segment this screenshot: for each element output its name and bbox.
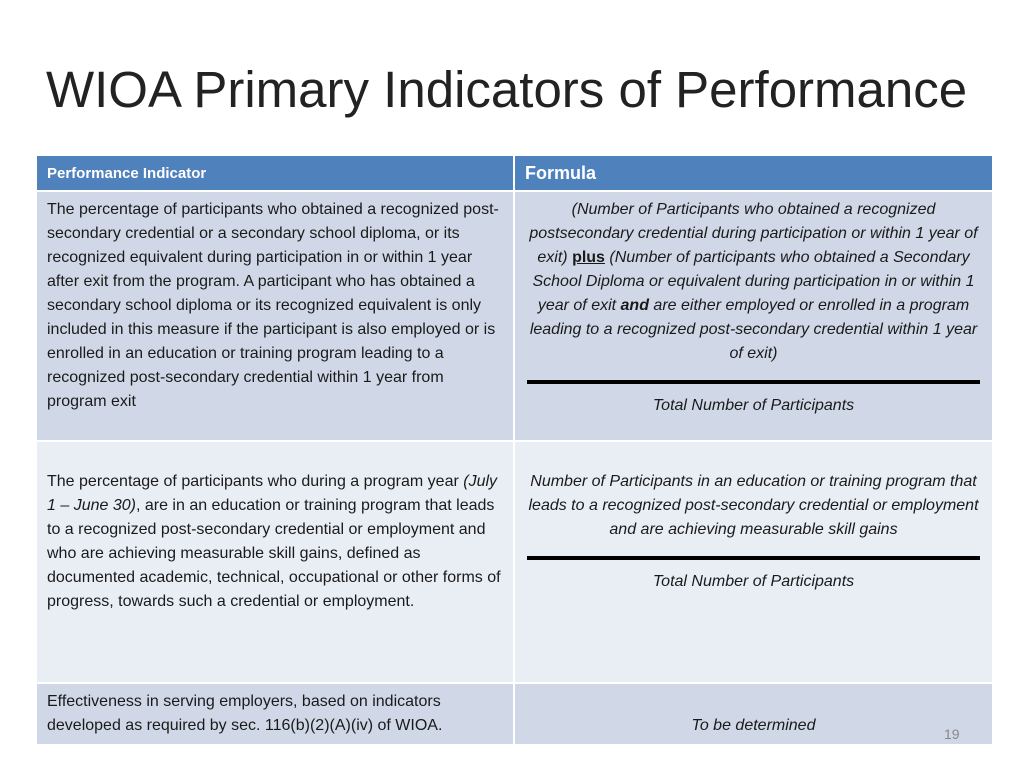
formula-and-keyword: and	[620, 297, 649, 314]
formula-numerator	[523, 198, 984, 366]
indicator-credential-rate: The percentage of participants who obtained a recognized post-secondary credential or a secondary school diploma, or its recognized equivalent during participation in or within 1 year after exit from the program. A participant who has obtained a secondary school diploma or its recognized equivalent is only included in this measure if the participant is also employed or is enrolled in an education or training program leading to a recognized post-secondary credential within 1 year from program exit	[37, 192, 513, 440]
header-formula: Formula	[515, 156, 992, 190]
formula-denominator: Total Number of Participants	[652, 573, 855, 590]
formula-skill-gains	[515, 442, 992, 682]
table-row	[37, 684, 992, 744]
formula-text: (Number of participants who obtained a Secondary School Diploma or equivalent during participation in or within 1 year of exit	[532, 249, 975, 314]
formula-plus-keyword: plus	[572, 249, 605, 266]
table-row	[37, 192, 992, 440]
formula-text: are either employed or enrolled in a program leading to a recognized post-secondary credential within 1 year of exit)	[529, 297, 978, 362]
program-year-dates: (July 1 – June 30)	[47, 473, 498, 514]
header-performance-indicator: Performance Indicator	[37, 156, 513, 190]
formula-text: (Number of Participants who obtained a recognized postsecondary credential during participation or within 1 year of exit)	[529, 201, 978, 266]
page-number: 19	[944, 726, 960, 742]
indicator-skill-gains	[37, 442, 513, 682]
indicator-employer-effectiveness: Effectiveness in serving employers, based on indicators developed as required by sec. 116(b)(2)(A)(iv) of WIOA.	[37, 684, 513, 744]
slide-title: WIOA Primary Indicators of Performance	[46, 61, 968, 118]
formula-denominator: Total Number of Participants	[652, 397, 855, 414]
indicator-text: , are in an education or training program that leads to a recognized post-secondary credential or employment and who are achieving measurable skill gains, defined as documented academic, technical, occupational or other forms of progress, towards such a credential or employment.	[47, 497, 501, 610]
table-header-row	[37, 156, 992, 190]
formula-employer-effectiveness	[515, 684, 992, 744]
formula-credential-rate	[515, 192, 992, 440]
table-row	[37, 442, 992, 682]
fraction-bar	[527, 380, 980, 384]
performance-table	[35, 154, 994, 746]
formula-tbd: To be determined	[691, 717, 816, 734]
indicator-text: The percentage of participants who during a program year	[47, 473, 464, 490]
fraction-bar	[527, 556, 980, 560]
formula-numerator: Number of Participants in an education or training program that leads to a recognized post-secondary credential or employment and are achieving measurable skill gains	[528, 473, 979, 538]
